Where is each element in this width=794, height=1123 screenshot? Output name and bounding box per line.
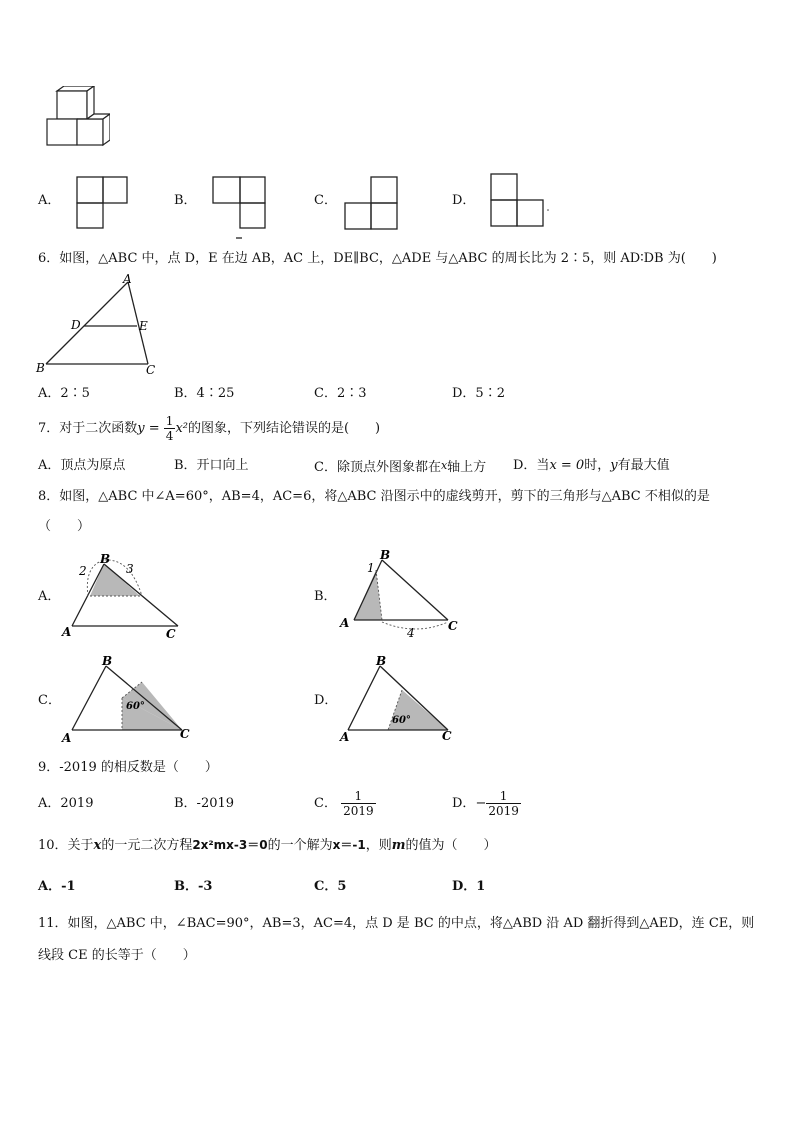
q6-option-c[interactable]: C．2∶3 <box>314 386 367 401</box>
q6-label-e: E <box>139 319 148 333</box>
q5-option-c-view <box>344 176 400 232</box>
q8d-label-b: B <box>376 654 387 668</box>
q7-option-c-pre: C．除顶点外图象都在 <box>314 460 441 475</box>
q5-option-d[interactable] <box>452 192 475 210</box>
q11-line-2: 线段 CE 的长等于（ ） <box>38 948 196 963</box>
q10-mid1: 的一元二次方程 <box>101 838 193 853</box>
cube-solid-figure <box>44 86 110 148</box>
q7-y-eq: y = <box>137 421 160 436</box>
q8a-label-c: C <box>166 627 176 641</box>
q9-option-c-label: C． <box>314 796 337 811</box>
q5-option-a-view <box>76 176 130 230</box>
q5-option-b-view <box>212 176 268 242</box>
q8-line-2: （ ） <box>38 519 91 534</box>
q8-line-1: 8．如图，△ABC 中∠A=60°，AB=4，AC=6，将△ABC 沿图示中的虚线剪开，剪下的三角形与△ABC 不相似的是 <box>38 489 710 504</box>
q10-option-d[interactable]: D．1 <box>452 879 486 894</box>
q9-option-d-fraction <box>486 789 521 818</box>
q7-x2: x² <box>175 421 188 436</box>
q7-option-a[interactable]: A．顶点为原点 <box>38 458 126 473</box>
q8d-label-angle: 60° <box>392 715 411 726</box>
q8-option-a[interactable]: A． <box>38 589 61 604</box>
q6-label-c: C <box>146 363 156 377</box>
q9-option-d-label: D． <box>452 796 476 811</box>
q6-option-d[interactable]: D．5∶2 <box>452 386 505 401</box>
q8a-label-n2: 3 <box>126 562 134 576</box>
q7-option-d-pre: D．当 <box>513 458 550 473</box>
q8-option-c-figure <box>60 654 196 746</box>
q7-suffix: 的图象，下列结论错误的是( ) <box>187 421 381 436</box>
q7-option-c-post: 轴上方 <box>447 460 487 475</box>
q9-text: 9．-2019 的相反数是（ ） <box>38 760 218 775</box>
q8a-label-a: A <box>62 625 72 639</box>
q10-mid3: ，则 <box>365 838 392 853</box>
q8a-label-b: B <box>100 552 111 566</box>
q7-option-d-eq: x = 0 <box>549 458 585 473</box>
q7-option-d-post: 有最大值 <box>617 458 670 473</box>
q8c-label-c: C <box>180 727 190 741</box>
q9-option-a[interactable]: A．2019 <box>38 796 94 811</box>
q7-option-d-mid: 时， <box>584 458 611 473</box>
q6-label-a: A <box>123 274 132 286</box>
q5-option-a[interactable] <box>38 192 60 210</box>
q10-m: m <box>391 838 406 853</box>
q8c-label-angle: 60° <box>126 701 145 712</box>
q5-option-a-label: A． <box>38 193 61 208</box>
q8-option-a-figure <box>60 552 190 642</box>
q7-option-b[interactable]: B．开口向上 <box>174 458 249 473</box>
q9-option-c-fraction <box>341 789 376 818</box>
q7-text <box>38 412 380 446</box>
q5-option-c[interactable] <box>314 192 337 210</box>
q5-option-b-label: B． <box>174 193 197 208</box>
q6-label-b: B <box>36 361 45 375</box>
q8-option-d[interactable]: D． <box>314 693 338 708</box>
q8c-label-b: B <box>102 654 113 668</box>
q9-option-b[interactable]: B．-2019 <box>174 796 235 811</box>
q8c-label-a: A <box>62 731 72 745</box>
q10-x: x <box>93 838 102 853</box>
q9-option-d-sign: − <box>475 796 487 811</box>
q7-prefix: 7．对于二次函数 <box>38 421 138 436</box>
q9-option-d[interactable] <box>452 783 521 825</box>
q10-text <box>38 836 497 855</box>
q6-text: 6．如图，△ABC 中，点 D，E 在边 AB，AC 上，DE∥BC，△ADE 与△ABC 的周长比为 2∶5，则 AD∶DB 为( ) <box>38 251 717 266</box>
q9-option-d-num: 1 <box>486 789 521 804</box>
q7-option-c-x: x <box>440 459 448 472</box>
q8-option-c[interactable]: C． <box>38 693 61 708</box>
q10-option-a[interactable]: A．-1 <box>38 879 76 894</box>
q5-option-c-label: C． <box>314 193 337 208</box>
q10-post: 的值为（ ） <box>405 838 497 853</box>
q6-figure <box>34 274 164 378</box>
q9-option-c-den: 2019 <box>343 804 374 818</box>
q8d-label-c: C <box>442 729 452 743</box>
q6-option-a[interactable]: A．2∶5 <box>38 386 90 401</box>
q8b-label-n2: 4 <box>407 626 415 640</box>
q8b-label-n1: 1 <box>367 561 375 575</box>
q8d-label-a: A <box>340 730 350 744</box>
q7-option-c[interactable] <box>314 457 486 477</box>
q5-option-d-view <box>489 172 551 230</box>
q8b-label-b: B <box>380 548 391 562</box>
q6-option-b[interactable]: B．4∶25 <box>174 386 235 401</box>
q10-pre: 10．关于 <box>38 838 94 853</box>
q6-label-d: D <box>71 318 81 332</box>
q7-fraction <box>164 414 176 443</box>
q8-option-b-figure <box>336 548 466 640</box>
q10-equation: 2x²mx-3＝0 <box>192 838 268 852</box>
q7-option-d[interactable] <box>513 457 670 475</box>
q5-option-d-label: D． <box>452 193 476 208</box>
q7-option-d-y: y <box>610 458 618 473</box>
q7-frac-den: 4 <box>165 429 174 443</box>
q8a-label-n1: 2 <box>79 564 87 578</box>
q10-mid2: 的一个解为 <box>267 838 333 853</box>
q8-option-b[interactable]: B． <box>314 589 337 604</box>
q9-option-d-den: 2019 <box>488 804 519 818</box>
q9-option-c-num: 1 <box>341 789 376 804</box>
q10-option-c[interactable]: C．5 <box>314 879 347 894</box>
q8-option-d-figure <box>336 654 466 746</box>
q8b-label-a: A <box>340 616 350 630</box>
q8b-label-c: C <box>448 619 458 633</box>
q9-option-c[interactable] <box>314 783 376 825</box>
q10-option-b[interactable]: B．-3 <box>174 879 213 894</box>
q7-frac-num: 1 <box>165 414 174 428</box>
q10-solution: x＝-1 <box>332 838 366 852</box>
q5-option-b[interactable] <box>174 192 197 210</box>
q11-line-1: 11．如图，△ABC 中，∠BAC=90°，AB=3，AC=4，点 D 是 BC 的中点，将△ABD 沿 AD 翻折得到△AED，连 CE，则 <box>38 916 755 931</box>
